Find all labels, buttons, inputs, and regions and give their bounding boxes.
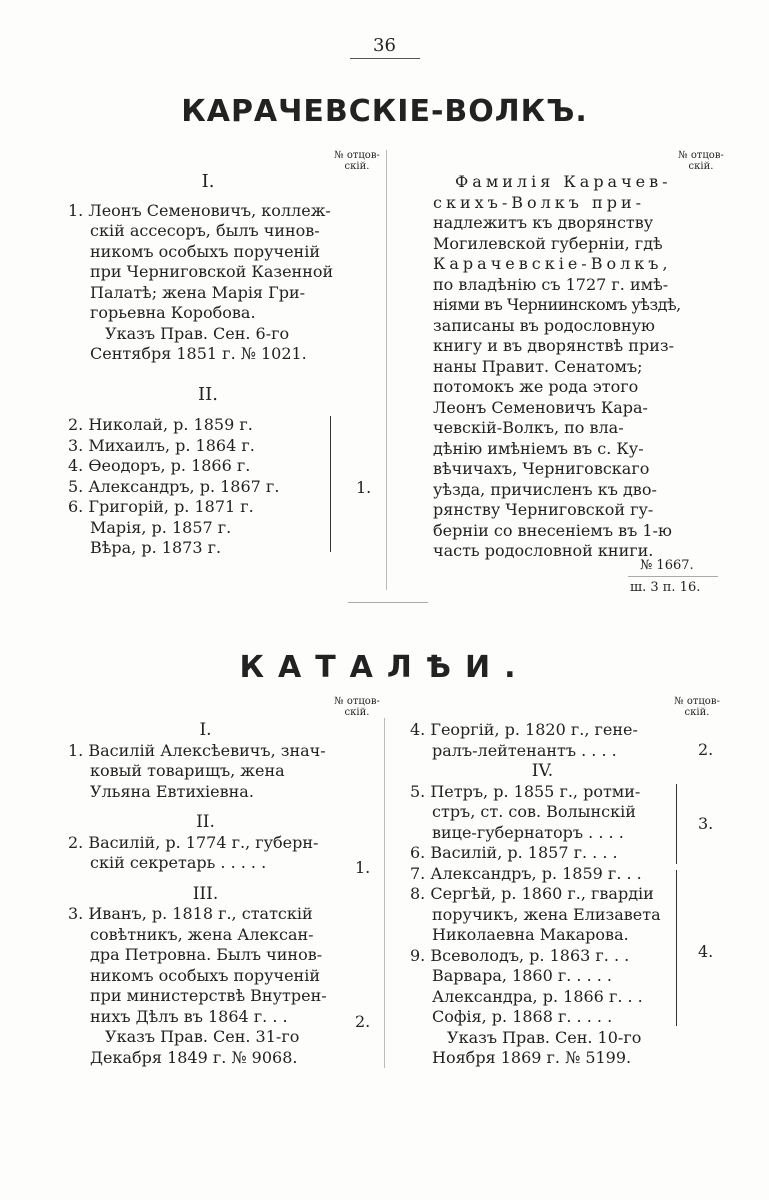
section2-right-line: 4. Георгій, р. 1820 г., гене- bbox=[410, 720, 638, 739]
section1-right-line: дѣнію имѣніемъ въ с. Ку- bbox=[433, 438, 644, 458]
section2-left-line: Ульяна Евтихіевна. bbox=[90, 781, 254, 801]
section1-entry1-line: Сентября 1851 г. № 1021. bbox=[90, 344, 307, 363]
section-separator bbox=[348, 602, 428, 603]
section2-right-line: стръ, ст. сов. Волынскій bbox=[432, 802, 636, 821]
section1-file-number: № 1667. bbox=[640, 558, 694, 573]
section1-right-line: надлежитъ къ дворянству bbox=[433, 213, 654, 232]
section2-left-line: дра Петровна. Былъ чинов- bbox=[90, 945, 323, 964]
section1-right-line: скихъ-Волкъ при- bbox=[433, 192, 646, 212]
section1-otc-header-left: № отцов- скій. bbox=[334, 150, 380, 172]
spacer bbox=[68, 802, 343, 812]
section1-left-column bbox=[68, 172, 348, 559]
section2-right-line: 7. Александръ, р. 1859 г. . . bbox=[410, 863, 642, 883]
section1-right-line: вѣчичахъ, Черниговскаго bbox=[433, 459, 650, 478]
section2-left-line: никомъ особыхъ порученій bbox=[90, 965, 320, 985]
section2-bracket-iv bbox=[676, 784, 677, 864]
section2-ref-left-1: 1. bbox=[355, 858, 371, 877]
section2-right-line: IV. bbox=[531, 761, 554, 781]
section2-left-line: нихъ Дѣлъ въ 1864 г. . . bbox=[90, 1006, 288, 1026]
section1-entry1-line: горьевна Коробова. bbox=[90, 303, 256, 322]
section1-title: КАРАЧЕВСКІЕ-ВОЛКЪ. bbox=[181, 94, 588, 129]
section1-right-line: Могилевской губерніи, гдѣ bbox=[433, 233, 663, 253]
section2-title: КАТАЛѢИ. bbox=[239, 650, 530, 685]
section1-child-line: 4. Ѳеодоръ, р. 1866 г. bbox=[68, 456, 251, 475]
section2-ref-right-4: 4. bbox=[698, 942, 714, 961]
section1-right-line: рянству Черниговской гу- bbox=[433, 500, 654, 519]
section1-right-line: уѣзда, причисленъ къ дво- bbox=[433, 479, 657, 499]
section1-right-line: ніями въ Черниинскомъ уѣздѣ, bbox=[433, 295, 681, 314]
section2-left-line: I. bbox=[199, 720, 212, 740]
page-number: 36 bbox=[373, 35, 396, 56]
section1-child-line: 3. Михаилъ, р. 1864 г. bbox=[68, 435, 255, 455]
section1-child-line: 2. Николай, р. 1859 г. bbox=[68, 415, 253, 434]
section2-left-line: Указъ Прав. Сен. 31-го bbox=[105, 1027, 300, 1046]
section2-left-line: скій секретарь . . . . . bbox=[90, 853, 267, 872]
section2-left-line: Декабря 1849 г. № 9068. bbox=[90, 1047, 298, 1067]
section2-left-line: II. bbox=[196, 812, 215, 832]
section1-right-line: потомокъ же рода этого bbox=[433, 377, 639, 396]
section2-left-line: 3. Иванъ, р. 1818 г., статскій bbox=[68, 904, 313, 923]
section1-child-line: 6. Григорій, р. 1871 г. bbox=[68, 497, 254, 516]
section1-right-line: записаны въ родословную bbox=[433, 315, 655, 335]
section2-right-line: ралъ-лейтенантъ . . . . bbox=[432, 740, 617, 760]
section2-ref-right-2: 2. bbox=[698, 740, 714, 759]
section1-entry1-line: Указъ Прав. Сен. 6-го bbox=[105, 323, 290, 343]
section2-right-line: вице-губернаторъ . . . . bbox=[432, 822, 624, 842]
section2-left-line: совѣтникъ, жена Алексан- bbox=[90, 924, 314, 944]
section1-entry1-line: 1. Леонъ Семеновичъ, коллеж- bbox=[68, 200, 331, 220]
section2-right-line: Николаевна Макарова. bbox=[432, 925, 629, 944]
section1-right-line: часть родословной книги. bbox=[433, 541, 654, 560]
section2-right-line: 6. Василій, р. 1857 г. . . . bbox=[410, 843, 618, 862]
section2-right-line: Варвара, 1860 г. . . . . bbox=[432, 966, 612, 985]
section2-right-line: Ноября 1869 г. № 5199. bbox=[432, 1048, 632, 1067]
section2-right-column bbox=[410, 720, 675, 1069]
section1-ref-number: 1. bbox=[356, 478, 372, 497]
section2-right-line: Указъ Прав. Сен. 10-го bbox=[447, 1027, 642, 1047]
section1-roman-2: II. bbox=[198, 383, 218, 405]
section2-left-line: при министерствѣ Внутрен- bbox=[90, 986, 327, 1005]
section2-column-divider bbox=[384, 718, 385, 1068]
section1-right-line: Леонъ Семеновичъ Кара- bbox=[433, 397, 648, 417]
section2-left-line: 1. Василій Алексѣевичъ, знач- bbox=[68, 740, 326, 760]
section1-right-line: по владѣнію съ 1727 г. имѣ- bbox=[433, 274, 669, 294]
section2-otc-header-right: № отцов- скій. bbox=[674, 696, 720, 718]
section2-left-line: III. bbox=[192, 883, 219, 904]
section1-entry1-line: скій ассесоръ, былъ чинов- bbox=[90, 221, 320, 240]
section2-right-line: 5. Петръ, р. 1855 г., ротми- bbox=[410, 781, 641, 801]
section2-bracket-v bbox=[676, 870, 677, 1026]
section2-right-line: Софія, р. 1868 г. . . . . bbox=[432, 1007, 613, 1026]
section1-entry1-line: Палатѣ; жена Марія Гри- bbox=[90, 282, 306, 302]
section2-right-line: Александра, р. 1866 г. . . bbox=[432, 986, 643, 1006]
section2-right-line: 8. Сергѣй, р. 1860 г., гвардіи bbox=[410, 884, 654, 903]
section1-file-rule bbox=[628, 576, 718, 577]
section1-entry1-line: при Черниговской Казенной bbox=[90, 262, 334, 281]
spacer bbox=[68, 874, 343, 884]
section1-child-line: Марія, р. 1857 г. bbox=[90, 517, 232, 537]
section1-roman-1: I. bbox=[201, 171, 215, 192]
section2-ref-left-2: 2. bbox=[355, 1012, 371, 1031]
section2-left-line: ковый товарищъ, жена bbox=[90, 761, 285, 780]
section1-bracket bbox=[330, 416, 331, 552]
section2-right-line: 9. Всеволодъ, р. 1863 г. . . bbox=[410, 945, 630, 965]
section1-otc-header-right: № отцов- скій. bbox=[678, 150, 724, 172]
section2-ref-right-3: 3. bbox=[698, 814, 714, 833]
section2-right-line: поручикъ, жена Елизавета bbox=[432, 904, 661, 924]
section2-left-line: 2. Василій, р. 1774 г., губерн- bbox=[68, 832, 319, 852]
section1-right-line: Фамилія Карачев- bbox=[455, 172, 672, 191]
section1-right-line: книгу и въ дворянствѣ приз- bbox=[433, 336, 674, 355]
page-number-rule bbox=[350, 58, 420, 59]
section1-right-line: берніи со внесеніемъ въ 1-ю bbox=[433, 520, 672, 540]
section2-otc-header-left: № отцов- скій. bbox=[334, 696, 380, 718]
section1-child-line: Вѣра, р. 1873 г. bbox=[90, 538, 222, 557]
section1-right-column bbox=[433, 172, 681, 562]
section1-right-line: наны Правит. Сенатомъ; bbox=[433, 356, 643, 376]
section1-column-divider bbox=[386, 150, 387, 590]
section2-left-column bbox=[68, 720, 343, 1068]
section1-child-line: 5. Александръ, р. 1867 г. bbox=[68, 476, 280, 496]
section1-right-line: Карачевскіе-Волкъ, bbox=[433, 254, 672, 273]
section1-right-line: чевскій-Волкъ, по вла- bbox=[433, 418, 624, 437]
section1-entry1-line: никомъ особыхъ порученій bbox=[90, 241, 320, 261]
section1-shelf-mark: ш. 3 п. 16. bbox=[630, 580, 701, 595]
